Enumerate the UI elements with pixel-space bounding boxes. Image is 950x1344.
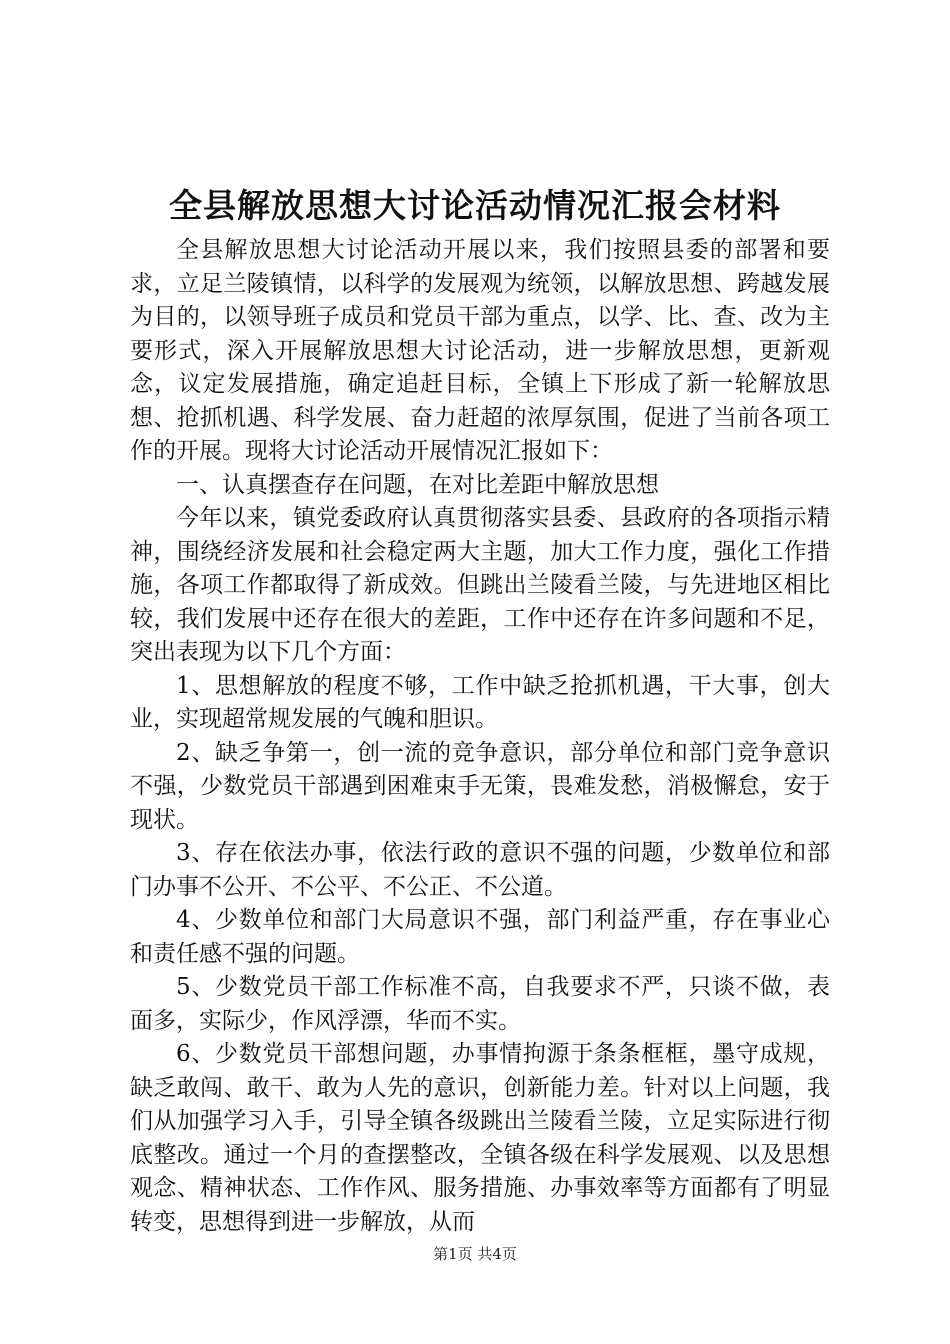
section-heading-1: 一、认真摆查存在问题，在对比差距中解放思想 xyxy=(176,471,659,498)
document-body xyxy=(130,234,830,1239)
list-item-6: 6、少数党员干部想问题，办事情拘源于条条框框，墨守成规，缺乏敢闯、敢干、敢为人先的意识，创新能力差。针对以上问题，我们从加强学习入手，引导全镇各级跳出兰陵看兰陵，立足实际进行彻底整改。通过一个月的查摆整改，全镇各级在科学发展观、以及思想观念、精神状态、工作作风、服务措施、办事效率等方面都有了明显转变，思想得到进一步解放，从而 xyxy=(130,1041,830,1235)
paragraph-intro: 全县解放思想大讨论活动开展以来，我们按照县委的部署和要求，立足兰陵镇情，以科学的发展观为统领，以解放思想、跨越发展为目的，以领导班子成员和党员干部为重点，以学、比、查、改为主要形式，深入开展解放思想大讨论活动，进一步解放思想，更新观念，议定发展措施，确定追赶目标，全镇上下形成了新一轮解放思想、抢抓机遇、科学发展、奋力赶超的浓厚氛围，促进了当前各项工作的开展。现将大讨论活动开展情况汇报如下： xyxy=(130,237,830,464)
document-title: 全县解放思想大讨论活动情况汇报会材料 xyxy=(169,186,781,225)
list-item-1: 1、思想解放的程度不够，工作中缺乏抢抓机遇，干大事，创大业，实现超常规发展的气魄和胆识。 xyxy=(130,672,830,732)
paragraph-overview: 今年以来，镇党委政府认真贯彻落实县委、县政府的各项指示精神，围绕经济发展和社会稳定两大主题，加大工作力度，强化工作措施，各项工作都取得了新成效。但跳出兰陵看兰陵，与先进地区相比较，我们发展中还存在很大的差距，工作中还存在许多问题和不足，突出表现为以下几个方面： xyxy=(130,505,830,665)
list-item-5: 5、少数党员干部工作标准不高，自我要求不严，只谈不做，表面多，实际少，作风浮漂，华而不实。 xyxy=(130,974,830,1034)
list-item-2: 2、缺乏争第一，创一流的竞争意识，部分单位和部门竞争意识不强，少数党员干部遇到困难束手无策，畏难发愁，消极懈怠，安于现状。 xyxy=(130,739,830,833)
list-item-4: 4、少数单位和部门大局意识不强，部门利益严重，存在事业心和责任感不强的问题。 xyxy=(130,907,830,967)
page-footer: 第1页 共4页 xyxy=(433,1245,517,1263)
list-item-3: 3、存在依法办事，依法行政的意识不强的问题，少数单位和部门办事不公开、不公平、不公正、不公道。 xyxy=(130,840,830,900)
